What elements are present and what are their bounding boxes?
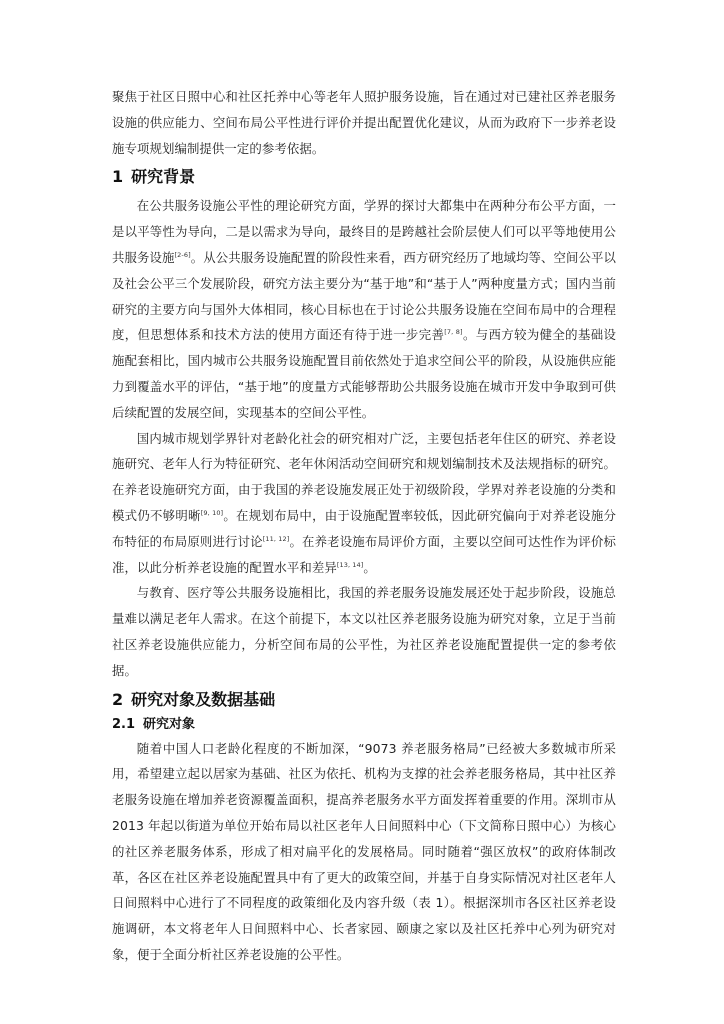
section-2-title: 研究对象及数据基础 — [131, 689, 276, 709]
citation: [2-6] — [174, 250, 191, 259]
subsection-2-1-title: 研究对象 — [143, 716, 196, 732]
text-run: 。 — [363, 559, 376, 575]
paper-page — [112, 84, 616, 968]
text-run: 在公共服务设施公平性的理论研究方面，学界的探讨大都集中在两种分布公平方面，一是以平等性为导向，二是以需求为导向，最终目的是跨越社会阶层使人们可以平等地使用公共服务设施 — [112, 198, 616, 265]
citation: [13, 14] — [336, 560, 364, 569]
text-run: 。从公共服务设施配置的阶段性来看，西方研究经历了地域均等、空间公平以及社会公平三个发展阶段，研究方法主要分为“基于地”和“基于人”两种度量方式；国内当前研究的主要方向与国外大体相同，核心目标也在于讨论公共服务设施在空间布局中的合理程度，但思想体系和技术方法的使用方面还有待于进一步完善 — [112, 249, 617, 343]
intro-paragraph: 聚焦于社区日照中心和社区托养中心等老年人照护服务设施，旨在通过对已建社区养老服务设施的供应能力、空间布局公平性进行评价并提出配置优化建议，从而为政府下一步养老设施专项规划编制提供一定的参考依据。 — [112, 89, 616, 156]
text-run: 。在养老设施布局评价方面，主要以空间可达性作为评价标准，以此分析养老设施的配置水平和差异 — [112, 533, 616, 575]
section-1-paragraph-1 — [112, 193, 616, 425]
citation: [9, 10] — [200, 508, 224, 517]
section-1-heading — [112, 167, 616, 187]
section-1-number: 1 — [112, 167, 124, 187]
section-1-paragraph-2 — [112, 426, 616, 581]
subsection-2-1-heading — [112, 716, 616, 734]
section-2-number: 2 — [112, 689, 124, 709]
section-1-paragraph-3: 与教育、医疗等公共服务设施相比，我国的养老服务设施发展还处于起步阶段，设施总量难以满足老年人需求。在这个前提下，本文以社区养老服务设施为研究对象，立足于当前社区养老设施供应能力，分析空间布局的公平性，为社区养老设施配置提供一定的参考依据。 — [112, 585, 616, 678]
text-run: 。在规划布局中，由于设施配置率较低，因此研究偏向于对养老设施分布特征的布局原则进行讨论 — [112, 507, 617, 549]
citation: [11, 12] — [262, 534, 290, 543]
subsection-2-1-paragraph-1: 随着中国人口老龄化程度的不断加深，“9073 养老服务格局”已经被大多数城市所采用，希望建立起以居家为基础、社区为依托、机构为支撑的社会养老服务格局，其中社区养老服务设施在增加养老资源覆盖面积，提高养老服务水平方面发挥着重要的作用。深圳市从2013 年起以街道为单位开始布局以社区老年人日间照料中心（下文简称日照中心）为核心的社区养老服务体系，形成了相对扁平化的发展格局。同时随着“强区放权”的政府体制改革，各区在社区养老设施配置具中有了更大的政策空间，并基于自身实际情况对社区老年人日间照料中心进行了不同程度的政策细化及内容升级（表 1）。根据深圳市各区社区养老设施调研，本文将老年人日间照料中心、长者家园、颐康之家以及社区托养中心列为研究对象，便于全面分析社区养老设施的公平性。 — [112, 740, 616, 962]
citation: [7, 8] — [444, 328, 463, 337]
section-1-title: 研究背景 — [131, 167, 196, 187]
section-2-heading — [112, 690, 616, 710]
text-run: 。与西方较为健全的基础设施配套相比，国内城市公共服务设施配置目前依然处于追求空间公平的阶段，从设施供应能力到覆盖水平的评估，“基于地”的度量方式能够帮助公共服务设施在城市开发中争取到可供后续配置的发展空间，实现基本的空间公平性。 — [112, 327, 617, 420]
text-run: 国内城市规划学界针对老龄化社会的研究相对广泛，主要包括老年住区的研究、养老设施研究、老年人行为特征研究、老年休闲活动空间研究和规划编制技术及法规指标的研究。在养老设施研究方面，由于我国的养老设施发展正处于初级阶段，学界对养老设施的分类和模式仍不够明晰 — [112, 430, 616, 523]
subsection-2-1-number: 2.1 — [112, 716, 136, 732]
